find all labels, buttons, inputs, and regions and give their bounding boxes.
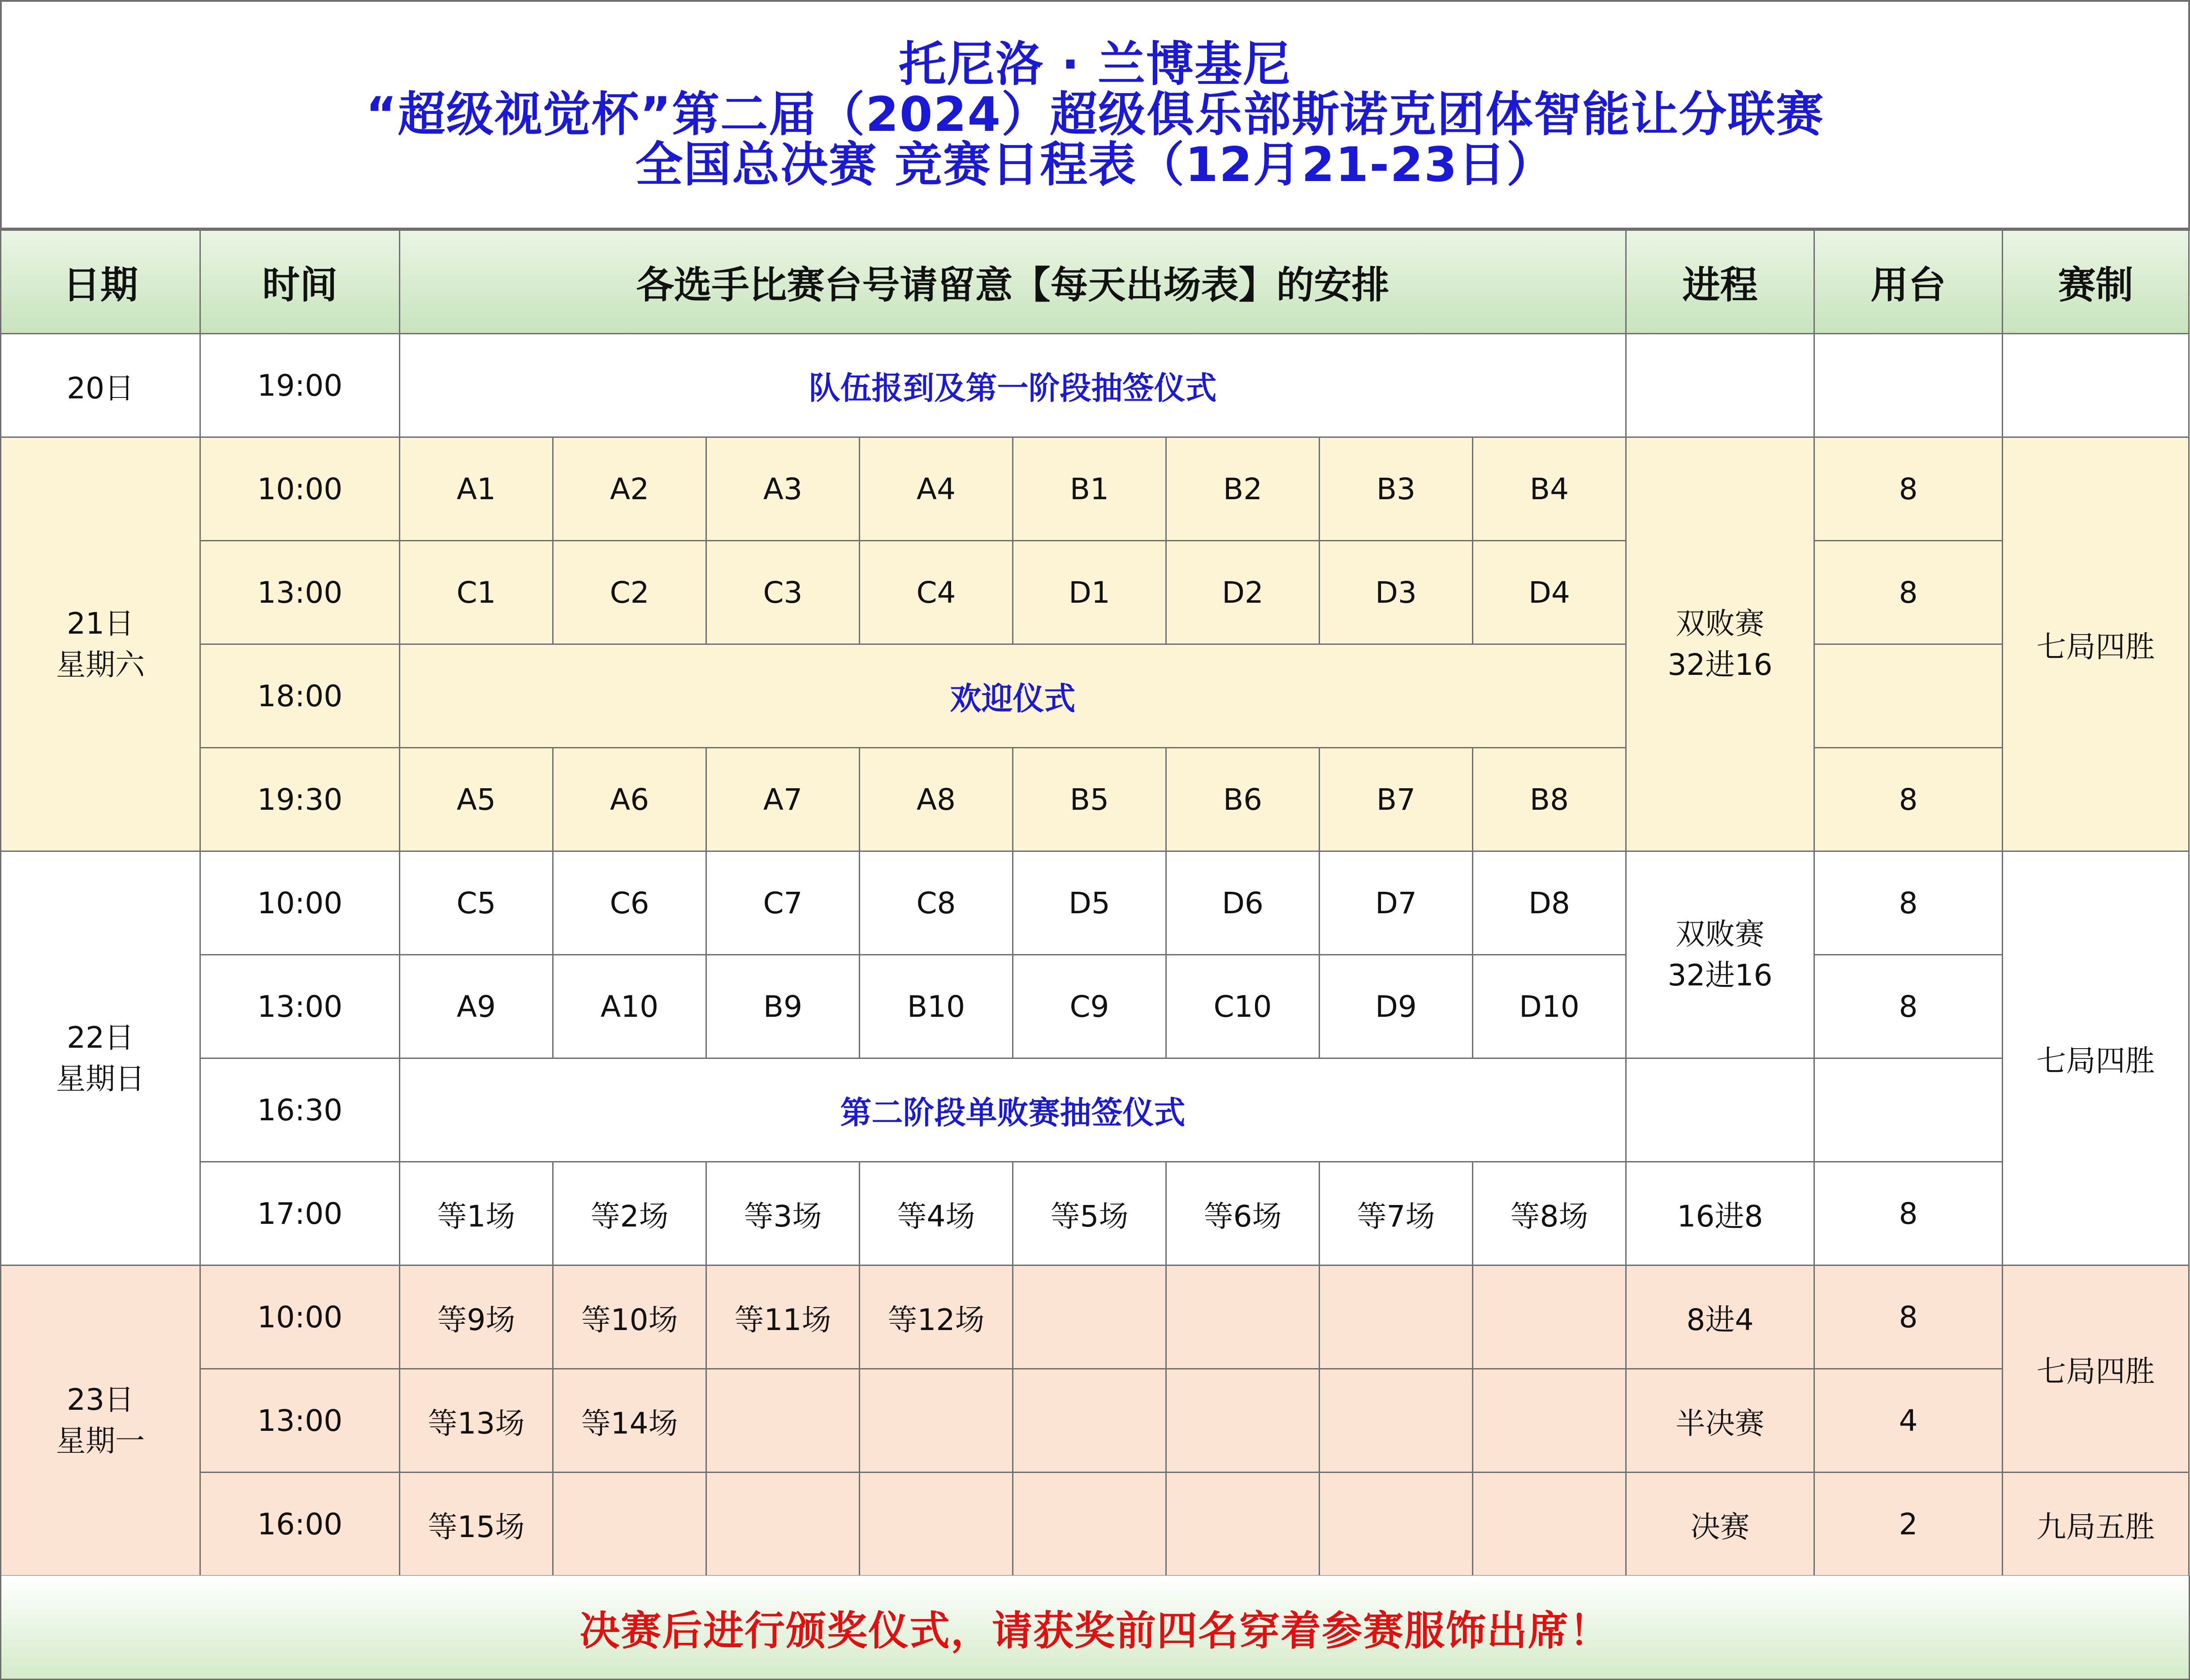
match-cell: A4 [860, 438, 1013, 541]
time-cell: 10:00 [201, 852, 400, 955]
match-cell: C3 [707, 541, 860, 645]
match-cell: D4 [1473, 541, 1627, 645]
match-cell: 等7场 [1320, 1162, 1473, 1266]
format-cell-23: 七局四胜 [2003, 1266, 2190, 1473]
time-cell: 17:00 [201, 1162, 400, 1266]
title-line-2: “超级视觉杯”第二届（2024）超级俱乐部斯诺克团体智能让分联赛 [365, 87, 1825, 142]
match-cell: B10 [860, 955, 1013, 1059]
match-cell: D3 [1320, 541, 1473, 645]
stage-cell: 半决赛 [1627, 1369, 1815, 1473]
match-cell-empty [1013, 1369, 1167, 1473]
format-cell: 九局五胜 [2003, 1473, 2190, 1576]
date-cell-23 [1, 1266, 201, 1576]
header-format: 赛制 [2003, 231, 2190, 334]
format-cell-21: 七局四胜 [2003, 438, 2190, 852]
title-line-3: 全国总决赛 竞赛日程表（12月21-23日） [635, 137, 1555, 192]
match-cell: B8 [1473, 748, 1627, 852]
match-cell: A8 [860, 748, 1013, 852]
stage-cell-empty [1627, 1059, 1815, 1162]
event-cell: 欢迎仪式 [400, 645, 1627, 748]
match-cell: 等12场 [860, 1266, 1013, 1369]
stage-label: 双败赛 [1675, 916, 1765, 951]
header-stage: 进程 [1627, 231, 1815, 334]
match-cell: C7 [707, 852, 860, 955]
time-cell: 13:00 [201, 955, 400, 1059]
match-cell-empty [1167, 1369, 1320, 1473]
match-cell: A9 [400, 955, 554, 1059]
stage-cell-empty [1627, 334, 1815, 438]
weekday-label: 星期日 [56, 1061, 145, 1096]
footer-text: 决赛后进行颁奖仪式，请获奖前四名穿着参赛服饰出席！ [580, 1607, 1610, 1654]
match-cell-empty [860, 1369, 1013, 1473]
tables-cell: 8 [1815, 748, 2003, 852]
match-cell: 等1场 [400, 1162, 554, 1266]
date-label: 22日 [67, 1020, 134, 1055]
match-cell: B7 [1320, 748, 1473, 852]
stage-cell-21 [1627, 438, 1815, 852]
stage-cell: 8进4 [1627, 1266, 1815, 1369]
match-cell: 等3场 [707, 1162, 860, 1266]
stage-cell: 16进8 [1627, 1162, 1815, 1266]
match-cell: C5 [400, 852, 554, 955]
tables-cell-empty [1815, 1059, 2003, 1162]
match-cell: D8 [1473, 852, 1627, 955]
header-date: 日期 [1, 231, 201, 334]
time-cell: 10:00 [201, 1266, 400, 1369]
match-cell-empty [1013, 1266, 1167, 1369]
tables-cell: 8 [1815, 438, 2003, 541]
time-cell: 19:30 [201, 748, 400, 852]
match-cell: B1 [1013, 438, 1167, 541]
match-cell-empty [1167, 1266, 1320, 1369]
match-cell-empty [1473, 1369, 1627, 1473]
match-cell: 等11场 [707, 1266, 860, 1369]
title-block [0, 0, 2190, 229]
match-cell-empty [1320, 1266, 1473, 1369]
match-cell-empty [1167, 1473, 1320, 1576]
time-cell: 13:00 [201, 1369, 400, 1473]
match-cell-empty [1320, 1369, 1473, 1473]
date-cell-22 [1, 852, 201, 1266]
match-cell: B2 [1167, 438, 1320, 541]
match-cell-empty [1473, 1266, 1627, 1369]
match-cell: 等15场 [400, 1473, 554, 1576]
match-cell-empty [860, 1473, 1013, 1576]
header-time: 时间 [201, 231, 400, 334]
tables-cell: 8 [1815, 1162, 2003, 1266]
stage-sublabel: 32进16 [1667, 647, 1773, 682]
tables-cell: 8 [1815, 955, 2003, 1059]
title-line-1: 托尼洛 · 兰博基尼 [898, 37, 1292, 92]
match-cell: C6 [554, 852, 707, 955]
match-cell: D1 [1013, 541, 1167, 645]
match-cell: A5 [400, 748, 554, 852]
time-cell: 16:30 [201, 1059, 400, 1162]
weekday-label: 星期六 [56, 647, 145, 682]
time-cell: 19:00 [201, 334, 400, 438]
header-tables: 用台 [1815, 231, 2003, 334]
match-cell-empty [707, 1369, 860, 1473]
match-cell-empty [1473, 1473, 1627, 1576]
match-cell: A2 [554, 438, 707, 541]
match-cell: D2 [1167, 541, 1320, 645]
date-label: 23日 [67, 1382, 134, 1417]
match-cell-empty [1320, 1473, 1473, 1576]
tables-cell-empty [1815, 645, 2003, 748]
match-cell: 等9场 [400, 1266, 554, 1369]
tables-cell-empty [1815, 334, 2003, 438]
weekday-label: 星期一 [56, 1424, 145, 1458]
match-cell: C2 [554, 541, 707, 645]
match-cell-empty [707, 1473, 860, 1576]
date-cell-21 [1, 438, 201, 852]
tables-cell: 8 [1815, 1266, 2003, 1369]
match-cell: C9 [1013, 955, 1167, 1059]
match-cell: C10 [1167, 955, 1320, 1059]
match-cell: C1 [400, 541, 554, 645]
match-cell: B5 [1013, 748, 1167, 852]
event-cell: 队伍报到及第一阶段抽签仪式 [400, 334, 1627, 438]
match-cell: D9 [1320, 955, 1473, 1059]
match-cell: 等5场 [1013, 1162, 1167, 1266]
match-cell: A7 [707, 748, 860, 852]
time-cell: 16:00 [201, 1473, 400, 1576]
match-cell-empty [1013, 1473, 1167, 1576]
match-cell: A6 [554, 748, 707, 852]
date-cell-20: 20日 [1, 334, 201, 438]
schedule-table [0, 229, 2190, 1576]
match-cell: 等8场 [1473, 1162, 1627, 1266]
match-cell-empty [554, 1473, 707, 1576]
match-cell: A10 [554, 955, 707, 1059]
match-cell: 等6场 [1167, 1162, 1320, 1266]
tables-cell: 8 [1815, 541, 2003, 645]
format-cell-empty [2003, 334, 2190, 438]
tables-cell: 4 [1815, 1369, 2003, 1473]
match-cell: C8 [860, 852, 1013, 955]
format-cell-22: 七局四胜 [2003, 852, 2190, 1266]
match-cell: 等2场 [554, 1162, 707, 1266]
date-label: 21日 [67, 606, 134, 641]
match-cell: B3 [1320, 438, 1473, 541]
stage-cell-22 [1627, 852, 1815, 1059]
time-cell: 13:00 [201, 541, 400, 645]
event-cell: 第二阶段单败赛抽签仪式 [400, 1059, 1627, 1162]
stage-cell: 决赛 [1627, 1473, 1815, 1576]
tables-cell: 8 [1815, 852, 2003, 955]
match-cell: 等14场 [554, 1369, 707, 1473]
footer-notice [0, 1576, 2190, 1680]
match-cell: D6 [1167, 852, 1320, 955]
time-cell: 10:00 [201, 438, 400, 541]
stage-sublabel: 32进16 [1667, 958, 1773, 993]
time-cell: 18:00 [201, 645, 400, 748]
match-cell: A1 [400, 438, 554, 541]
match-cell: D7 [1320, 852, 1473, 955]
match-cell: 等13场 [400, 1369, 554, 1473]
match-cell: B9 [707, 955, 860, 1059]
match-cell: D10 [1473, 955, 1627, 1059]
match-cell: D5 [1013, 852, 1167, 955]
match-cell: A3 [707, 438, 860, 541]
stage-label: 双败赛 [1675, 606, 1765, 641]
match-cell: 等10场 [554, 1266, 707, 1369]
match-cell: 等4场 [860, 1162, 1013, 1266]
header-arrangement: 各选手比赛台号请留意【每天出场表】的安排 [400, 231, 1627, 334]
match-cell: B4 [1473, 438, 1627, 541]
match-cell: B6 [1167, 748, 1320, 852]
match-cell: C4 [860, 541, 1013, 645]
tables-cell: 2 [1815, 1473, 2003, 1576]
